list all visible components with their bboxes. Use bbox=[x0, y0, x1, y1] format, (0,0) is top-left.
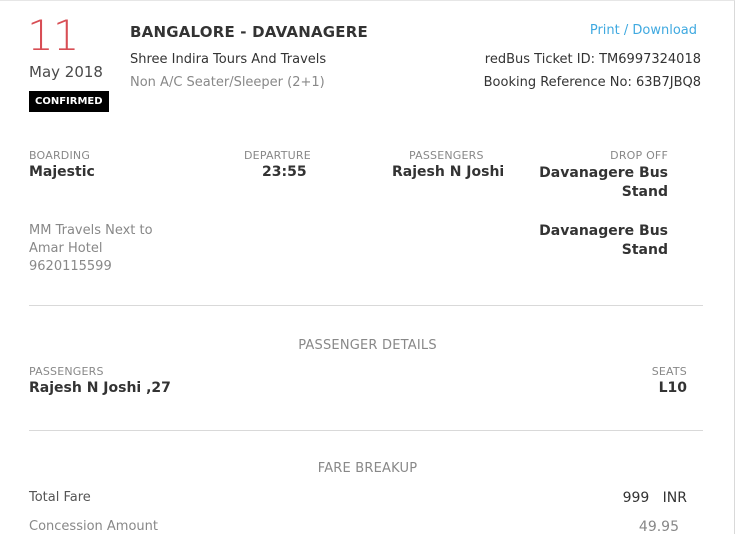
ticket-id: redBus Ticket ID: TM6997324018 bbox=[484, 52, 701, 67]
boarding-label: BOARDING bbox=[29, 149, 91, 162]
total-fare-label: Total Fare bbox=[29, 490, 91, 505]
passengers-label: PASSENGERS bbox=[409, 149, 484, 162]
divider bbox=[29, 305, 703, 306]
dropoff-label: DROP OFF bbox=[610, 149, 668, 162]
booking-reference: Booking Reference No: 63B7JBQ8 bbox=[483, 75, 701, 90]
journey-day: 11 bbox=[27, 11, 79, 60]
pd-passenger-value: Rajesh N Joshi ,27 bbox=[29, 380, 171, 396]
departure-value: 23:55 bbox=[262, 164, 307, 180]
operator-name: Shree Indira Tours And Travels bbox=[130, 52, 327, 67]
passengers-value: Rajesh N Joshi bbox=[392, 164, 505, 180]
print-download-link[interactable]: Print / Download bbox=[589, 23, 697, 38]
pd-passengers-label: PASSENGERS bbox=[29, 365, 104, 378]
departure-label: DEPARTURE bbox=[244, 149, 311, 162]
fare-breakup-title: FARE BREAKUP bbox=[317, 461, 418, 476]
passenger-details-title: PASSENGER DETAILS bbox=[298, 338, 437, 353]
route-title: BANGALORE - DAVANAGERE bbox=[130, 23, 368, 41]
dropoff-address: Davanagere Bus Stand bbox=[539, 223, 668, 258]
journey-month-year: May 2018 bbox=[29, 63, 103, 81]
concession-value: 49.95 bbox=[638, 519, 679, 535]
boarding-address: MM Travels Next to Amar Hotel 9620115599 bbox=[29, 223, 153, 274]
concession-label: Concession Amount bbox=[29, 519, 158, 534]
boarding-value: Majestic bbox=[29, 164, 95, 180]
seat-value: L10 bbox=[658, 380, 687, 396]
divider bbox=[29, 430, 703, 431]
status-badge: CONFIRMED bbox=[29, 91, 109, 112]
seats-label: SEATS bbox=[651, 365, 687, 378]
dropoff-value: Davanagere Bus Stand bbox=[539, 165, 668, 200]
bus-type: Non A/C Seater/Sleeper (2+1) bbox=[130, 75, 325, 90]
total-fare-value: 999 INR bbox=[622, 490, 687, 506]
